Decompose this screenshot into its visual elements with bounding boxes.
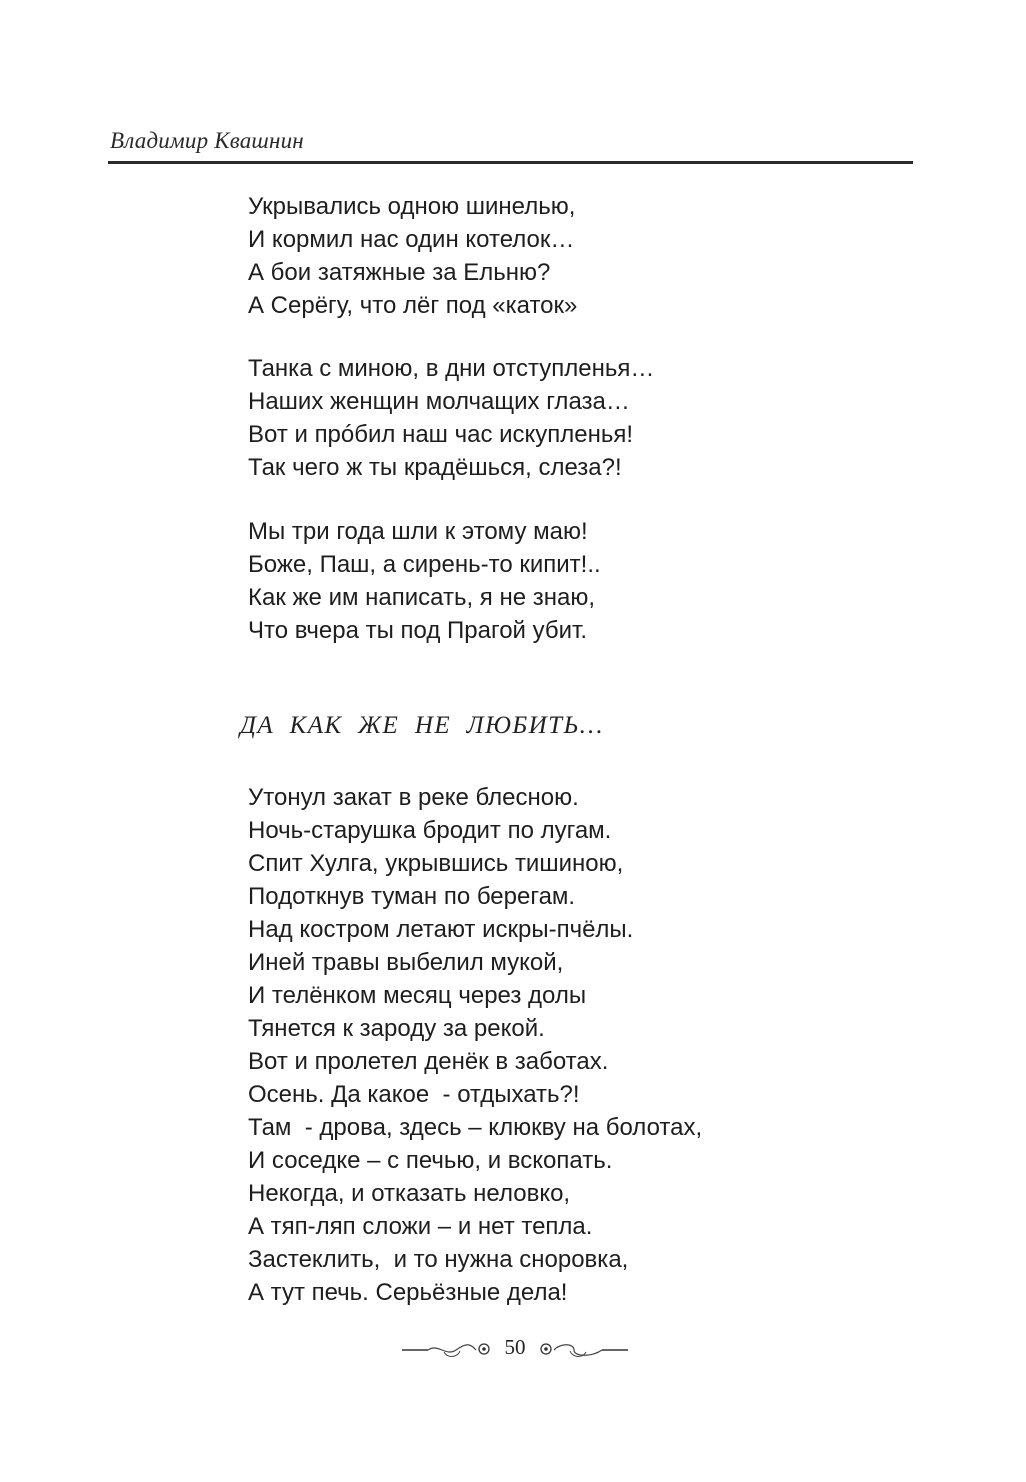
poem2-body	[248, 781, 702, 1309]
verse-line: Спит Хулга, укрывшись тишиною,	[248, 850, 624, 877]
verse-line: Так чего ж ты крадёшься, слеза?!	[248, 454, 622, 481]
page-footer	[400, 1335, 630, 1365]
verse-line: И кормил нас один котелок…	[248, 226, 575, 253]
verse-line: А Серёгу, что лёг под «каток»	[248, 292, 578, 319]
verse-line: Наших женщин молчащих глаза…	[248, 388, 630, 415]
verse-line: Ночь-старушка бродит по лугам.	[248, 817, 612, 844]
verse-line: Танка с миною, в дни отступленья…	[248, 355, 655, 382]
ornament-right-icon	[535, 1339, 630, 1361]
header-rule	[108, 161, 913, 164]
verse-line: Иней травы выбелил мукой,	[248, 949, 564, 976]
ornament-left-icon	[400, 1339, 495, 1361]
verse-line: Как же им написать, я не знаю,	[248, 584, 596, 611]
verse-line: Вот и пролетел денёк в заботах.	[248, 1048, 609, 1075]
verse-line: Осень. Да какое - отдыхать?!	[248, 1081, 580, 1108]
verse-line: А тут печь. Серьёзные дела!	[248, 1279, 568, 1306]
verse-line: И телёнком месяц через долы	[248, 982, 587, 1009]
poem1-stanza-2	[248, 352, 654, 484]
running-header-author: Владимир Квашнин	[110, 128, 304, 153]
verse-line: Над костром летают искры-пчёлы.	[248, 916, 634, 943]
verse-line: Утонул закат в реке блесною.	[248, 784, 579, 811]
verse-line: Некогда, и отказать неловко,	[248, 1180, 571, 1207]
poem-title: ДА КАК ЖЕ НЕ ЛЮБИТЬ…	[240, 712, 604, 739]
page-number: 50	[504, 1335, 526, 1359]
poem1-stanza-3	[248, 515, 601, 647]
poem1-stanza-1	[248, 190, 577, 322]
verse-line: Мы три года шли к этому маю!	[248, 518, 588, 545]
verse-line: Тянется к зароду за рекой.	[248, 1015, 545, 1042]
verse-line: И соседке – с печью, и вскопать.	[248, 1147, 613, 1174]
verse-line: Там - дрова, здесь – клюкву на болотах,	[248, 1114, 703, 1141]
verse-line: А тяп-ляп сложи – и нет тепла.	[248, 1213, 593, 1240]
verse-line: Что вчера ты под Прагой убит.	[248, 617, 588, 644]
verse-line: Подоткнув туман по берегам.	[248, 883, 576, 910]
verse-line: Вот и прóбил наш час искупленья!	[248, 421, 634, 448]
verse-line: Боже, Паш, а сирень-то кипит!..	[248, 551, 601, 578]
verse-line: Укрывались одною шинелью,	[248, 193, 576, 220]
verse-line: Застеклить, и то нужна сноровка,	[248, 1246, 629, 1273]
verse-line: А бои затяжные за Ельню?	[248, 259, 551, 286]
